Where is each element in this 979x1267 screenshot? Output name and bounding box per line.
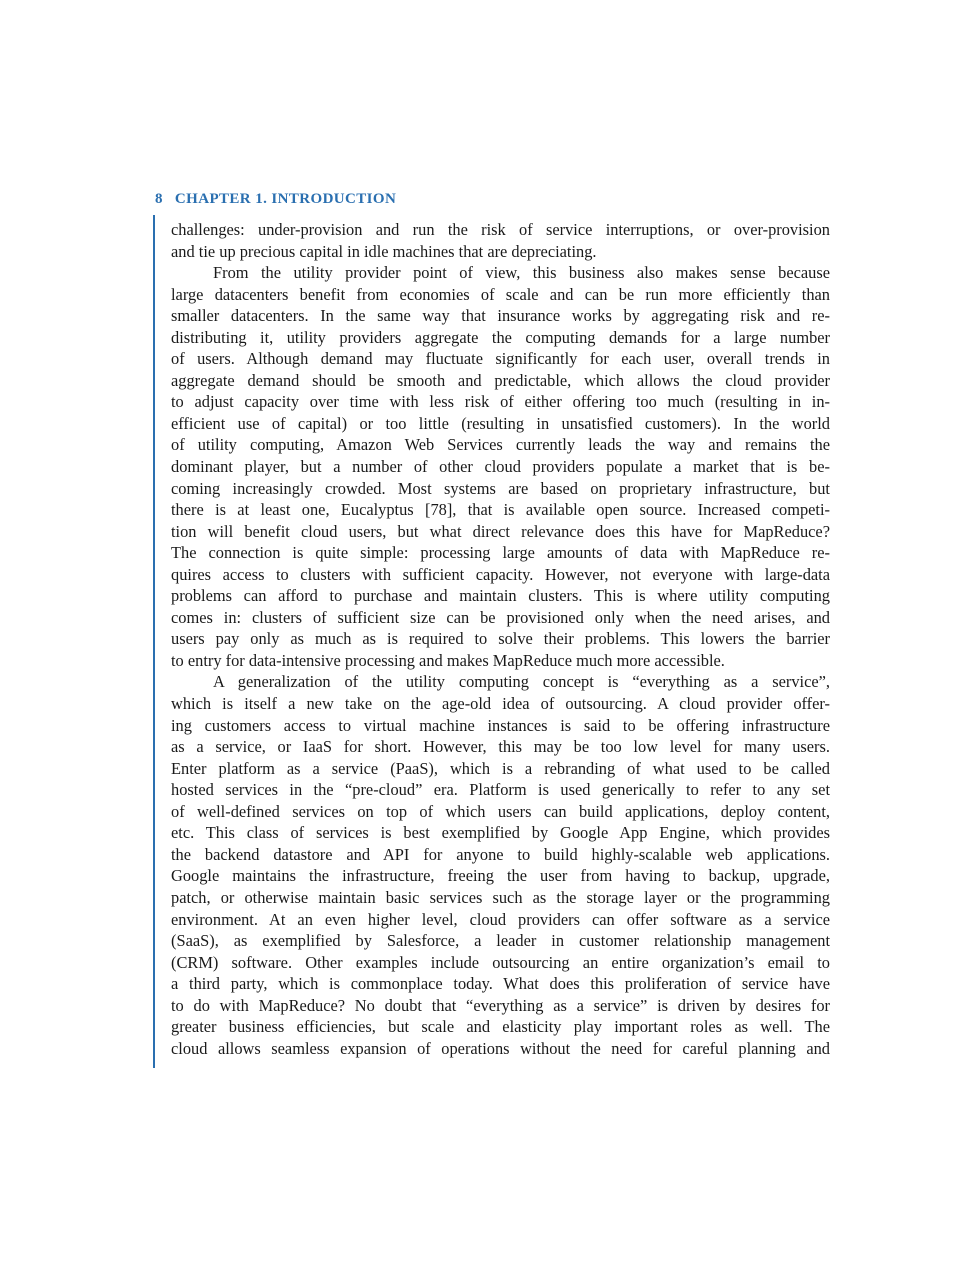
page-number: 8 xyxy=(155,191,163,207)
text-line: Google maintains the infrastructure, freeing the user from having to backup, upgrade, xyxy=(171,866,830,886)
text-line: comes in: clusters of sufficient size can be provisioned only when the need arises, and xyxy=(171,607,830,627)
margin-rule xyxy=(153,215,155,1068)
text-line: Enter platform as a service (PaaS), which is a rebranding of what used to be called xyxy=(171,758,830,778)
text-line: cloud allows seamless expansion of operations without the need for careful planning and xyxy=(171,1038,830,1058)
text-line: efficient use of capital) or too little (resulting in unsatisfied customers). In the world xyxy=(171,413,830,433)
chapter-title: CHAPTER 1. INTRODUCTION xyxy=(174,191,397,207)
text-line: which is itself a new take on the age-old idea of outsourcing. A cloud provider offer- xyxy=(171,694,830,714)
text-line: and tie up precious capital in idle machines that are depreciating. xyxy=(171,241,597,261)
text-line: a third party, which is commonplace today. What does this proliferation of service have xyxy=(171,974,830,994)
text-line: greater business efficiencies, but scale and elasticity play important roles as well. The xyxy=(171,1017,830,1037)
text-line: hosted services in the “pre-cloud” era. Platform is used generically to refer to any set xyxy=(171,780,830,800)
text-line: to adjust capacity over time with less risk of either offering too much (resulting in in- xyxy=(171,392,830,412)
text-line: (SaaS), as exemplified by Salesforce, a leader in customer relationship management xyxy=(171,931,830,951)
text-line: dominant player, but a number of other cloud providers populate a market that is be- xyxy=(171,457,830,477)
body-text xyxy=(171,219,830,1059)
text-line: smaller datacenters. In the same way that insurance works by aggregating risk and re- xyxy=(171,306,830,326)
running-head xyxy=(155,191,396,208)
text-line: of utility computing, Amazon Web Services currently leads the way and remains the xyxy=(171,435,830,455)
text-line: distributing it, utility providers aggregate the computing demands for a large number xyxy=(171,327,830,347)
text-line: to do with MapReduce? No doubt that “everything as a service” is driven by desires for xyxy=(171,995,830,1015)
text-line: to entry for data-intensive processing and makes MapReduce much more accessible. xyxy=(171,650,725,670)
text-line: of users. Although demand may fluctuate significantly for each user, overall trends in xyxy=(171,349,830,369)
text-line: large datacenters benefit from economies of scale and can be run more efficiently than xyxy=(171,284,830,304)
text-line: (CRM) software. Other examples include outsourcing an entire organization’s email to xyxy=(171,952,830,972)
text-line: challenges: under-provision and run the risk of service interruptions, or over-provision xyxy=(171,220,830,239)
text-line: tion will benefit cloud users, but what direct relevance does this have for MapReduce? xyxy=(171,521,830,541)
text-line: etc. This class of services is best exemplified by Google App Engine, which provides xyxy=(171,823,830,843)
text-line: ing customers access to virtual machine instances is said to be offering infrastructure xyxy=(171,715,830,735)
text-line: From the utility provider point of view, this business also makes sense because xyxy=(213,263,830,283)
text-line: users pay only as much as is required to solve their problems. This lowers the barrier xyxy=(171,629,830,649)
text-line: aggregate demand should be smooth and predictable, which allows the cloud provider xyxy=(171,370,830,390)
text-line: there is at least one, Eucalyptus [78], that is available open source. Increased competi- xyxy=(171,500,830,520)
text-line: problems can afford to purchase and maintain clusters. This is where utility computing xyxy=(171,586,830,606)
text-line: the backend datastore and API for anyone to build highly-scalable web applications. xyxy=(171,844,830,864)
text-line: environment. At an even higher level, cloud providers can offer software as a service xyxy=(171,909,830,929)
text-line: as a service, or IaaS for short. However, this may be too low level for many users. xyxy=(171,737,830,757)
text-line: quires access to clusters with sufficient capacity. However, not everyone with large-data xyxy=(171,564,830,584)
text-line: coming increasingly crowded. Most systems are based on proprietary infrastructure, but xyxy=(171,478,830,498)
text-line: A generalization of the utility computing concept is “everything as a service”, xyxy=(213,672,830,692)
text-line: patch, or otherwise maintain basic services such as the storage layer or the programming xyxy=(171,887,830,907)
text-line: The connection is quite simple: processing large amounts of data with MapReduce re- xyxy=(171,543,830,563)
text-line: of well-defined services on top of which users can build applications, deploy content, xyxy=(171,801,830,821)
